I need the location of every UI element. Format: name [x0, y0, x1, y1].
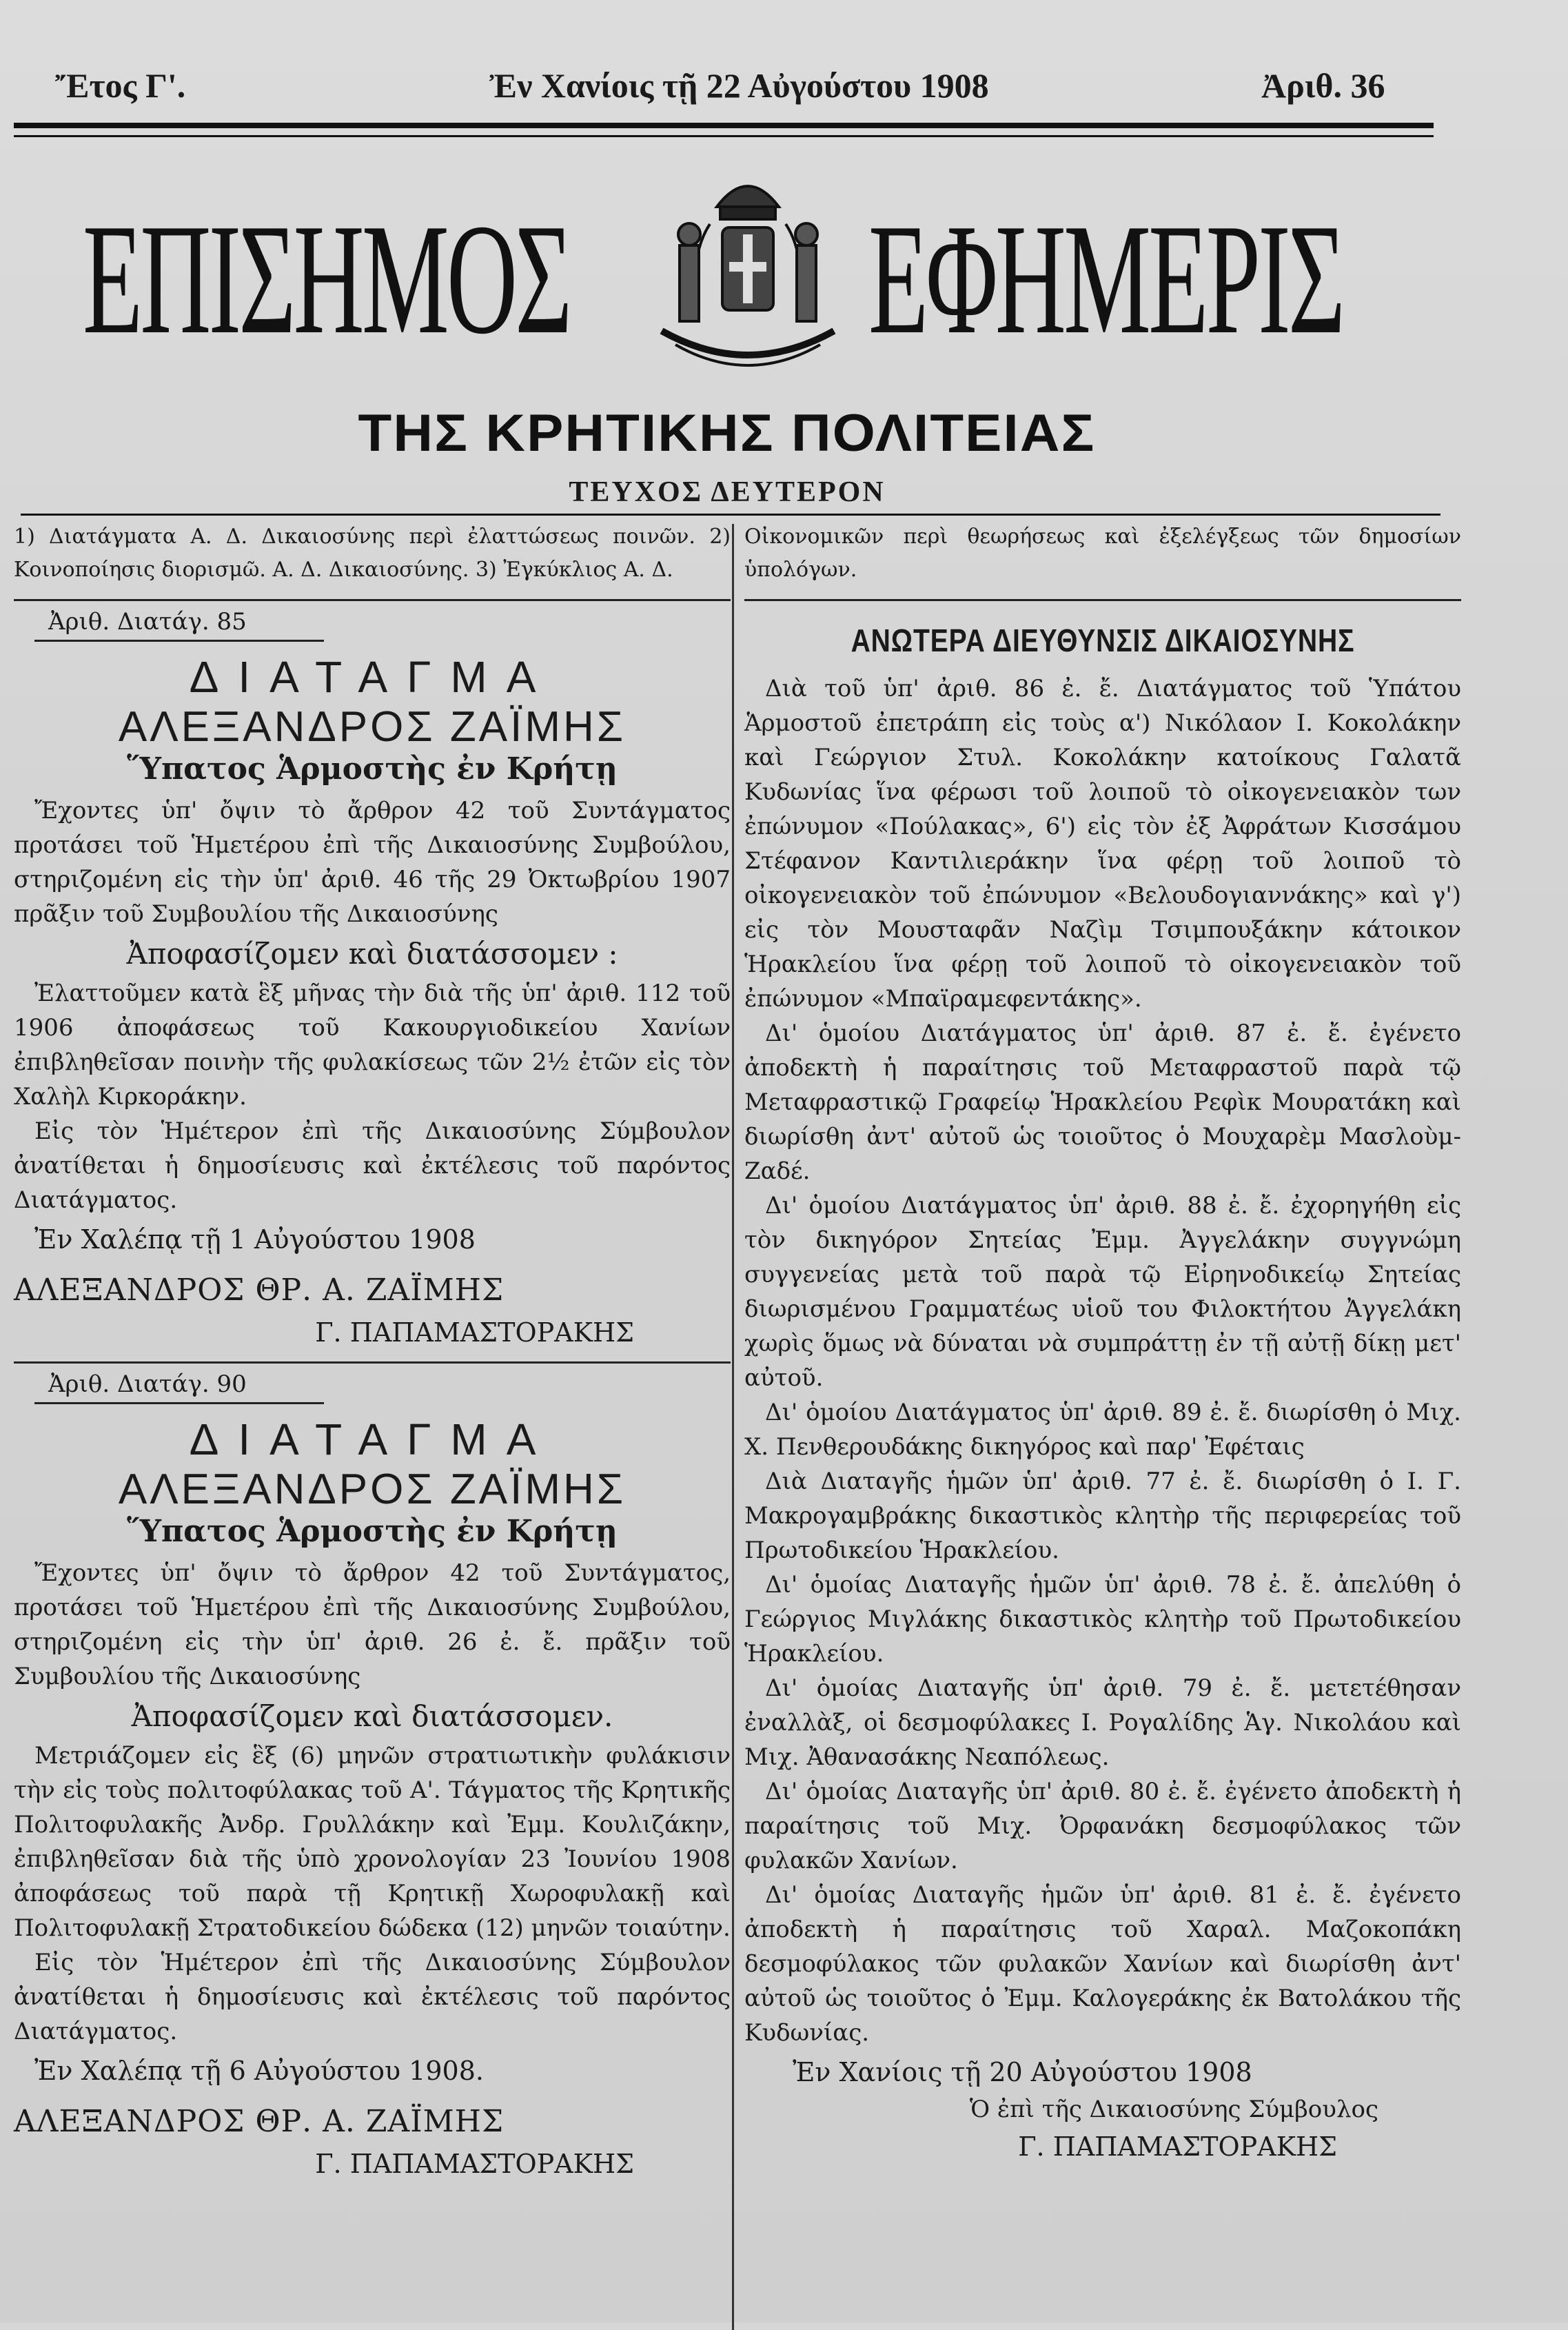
decree-ref: Ἀριθ. Διατάγ. 90	[48, 1370, 247, 1398]
header-number: Ἀριθ. 36	[1261, 66, 1385, 105]
notice-paragraph: Δι' ὁμοίας Διαταγῆς ὑπ' ἀριθ. 80 ἐ. ἔ. ἐγένετο ἀποδεκτὴ ἡ παραίτησις τοῦ Μιχ. Ὀρφανάκη δεσμοφύλακος τῶν φυλακῶν Χανίων.	[744, 1778, 1461, 1874]
header-rule-thick	[14, 123, 1434, 128]
divider	[34, 640, 324, 642]
decree-body: Εἰς τὸν Ἡμέτερον ἐπὶ τῆς Δικαιοσύνης Σύμβουλον ἀνατίθεται ἡ δημοσίευσις καὶ ἐκτέλεσις τοῦ παρόντος Διατάγματος.	[14, 1949, 731, 2045]
contents-summary-right: Οἰκονομικῶν περὶ θεωρήσεως καὶ ἐξελέγξεως τῶν δημοσίων ὑπολόγων.	[744, 525, 1461, 582]
masthead-subtitle	[0, 403, 1454, 463]
decree-issuer: ΑΛΕΞΑΝΔΡΟΣ ΖΑΪΜΗΣ	[118, 703, 627, 751]
notice-paragraph: Δι' ὁμοίου Διατάγματος ὑπ' ἀριθ. 89 ἐ. ἔ. διωρίσθη ὁ Μιχ. Χ. Πενθερουδάκης δικηγόρος καὶ παρ' Ἐφέταις	[744, 1399, 1461, 1461]
decree-countersignature: Γ. ΠΑΠΑΜΑΣΤΟΡΑΚΗΣ	[315, 2149, 634, 2179]
decree-place-date: Ἐν Χαλέπᾳ τῇ 6 Αὐγούστου 1908.	[34, 2056, 484, 2086]
masthead-title-right: ΕΦΗΜΕΡΙΣ	[868, 191, 1343, 367]
decree-issuer: ΑΛΕΞΑΝΔΡΟΣ ΖΑΪΜΗΣ	[118, 1466, 627, 1513]
notice-signer-name: Γ. ΠΑΠΑΜΑΣΤΟΡΑΚΗΣ	[1018, 2131, 1337, 2162]
decree-operative-clause: Ἀποφασίζομεν καὶ διατάσσομεν :	[126, 937, 618, 971]
decree-preamble: Ἔχοντες ὑπ' ὄψιν τὸ ἄρθρον 42 τοῦ Συντάγματος προτάσει τοῦ Ἡμετέρου ἐπὶ τῆς Δικαιοσύνης Συμβούλου, στηριζομένη εἰς τὴν ὑπ' ἀριθ. 46 τῆς 29 Ὀκτωβρίου 1907 πρᾶξιν τοῦ Συμβουλίου τῆς Δικαιοσύνης	[14, 797, 731, 928]
notice-paragraph: Διὰ Διαταγῆς ἡμῶν ὑπ' ἀριθ. 77 ἐ. ἔ. διωρίσθη ὁ Ι. Γ. Μακρογαμβράκης δικαστικὸς κλητὴρ τῆς περιφερείας τοῦ Πρωτοδικείου Ἡρακλείου.	[744, 1468, 1461, 1564]
header-year: Ἔτος Γ'.	[55, 66, 186, 105]
decree-operative-clause: Ἀποφασίζομεν καὶ διατάσσομεν.	[131, 1699, 613, 1733]
header-date: Ἐν Χανίοις τῇ 22 Αὐγούστου 1908	[489, 66, 989, 105]
header-rule-thin	[14, 135, 1434, 137]
divider	[14, 599, 731, 601]
decree-title: ΔΙΑΤΑΓΜΑ	[189, 652, 556, 702]
divider	[14, 1361, 731, 1364]
column-separator	[732, 524, 734, 2330]
decree-issuer-role: Ὕπατος Ἁρμοστὴς ἐν Κρήτῃ	[127, 751, 618, 787]
notice-paragraph: Δι' ὁμοίας Διαταγῆς ἡμῶν ὑπ' ἀριθ. 81 ἐ. ἔ. ἐγένετο ἀποδεκτὴ ἡ παραίτησις τοῦ Χαραλ. Μαζοκοπάκη δεσμοφύλακος τῶν φυλακῶν Χανίων καὶ διωρίσθη ἀντ' αὐτοῦ ὡς τοιοῦτος ὁ Ἐμμ. Καλογεράκης ἐκ Βατολάκου τῆς Κυδωνίας.	[744, 1881, 1461, 2047]
masthead-title-left: ΕΠΙΣΗΜΟΣ	[83, 191, 570, 367]
notice-signer-role: Ὁ ἐπὶ τῆς Δικαιοσύνης Σύμβουλος	[969, 2096, 1378, 2123]
notice-paragraph: Δι' ὁμοίας Διαταγῆς ὑπ' ἀριθ. 79 ἐ. ἔ. μετετέθησαν ἐναλλὰξ, οἱ δεσμοφύλακες Ι. Ρογαλίδης Ἁγ. Νικολάου καὶ Μιχ. Ἀθανασάκης Νεαπόλεως.	[744, 1674, 1461, 1771]
right-column	[744, 520, 1461, 2162]
decree-body: Μετριάζομεν εἰς ἓξ (6) μηνῶν στρατιωτικὴν φυλάκισιν τὴν εἰς τοὺς πολιτοφύλακας τοῦ Α'. Τάγματος τῆς Κρητικῆς Πολιτοφυλακῆς Ἀνδρ. Γρυλλάκην καὶ Ἐμμ. Κουλιζάκην, ἐπιβληθεῖσαν διὰ τῆς ὑπὸ χρονολογίαν 23 Ἰουνίου 1908 ἀποφάσεως τοῦ παρὰ τῇ Κρητικῇ Χωροφυλακῇ καὶ Πολιτοφυλακῇ Στρατοδικείου δώδεκα (12) μηνῶν τοιαύτην.	[14, 1742, 731, 1942]
decree-ref: Ἀριθ. Διατάγ. 85	[48, 608, 247, 636]
issue-label: ΤΕΥΧΟΣ ΔΕΥΤΕΡΟΝ	[569, 476, 886, 508]
contents-rule	[21, 514, 1440, 516]
notice-place-date: Ἐν Χανίοις τῇ 20 Αὐγούστου 1908	[793, 2057, 1252, 2087]
decree-signature: ΑΛΕΞΑΝΔΡΟΣ ΘΡ. Α. ΖΑΪΜΗΣ	[14, 1273, 505, 1308]
coat-of-arms-icon	[634, 159, 862, 386]
notice-paragraph: Δι' ὁμοίου Διατάγματος ὑπ' ἀριθ. 87 ἐ. ἔ. ἐγένετο ἀποδεκτὴ ἡ παραίτησις τοῦ Μεταφραστοῦ παρὰ τῷ Μεταφραστικῷ Γραφείῳ Ἡρακλείου Ρεφὶκ Μουρατάκη καὶ διωρίσθη ἀντ' αὐτοῦ ὡς τοιοῦτος ὁ Μουχαρὲμ Μασλοὺμ-Ζαδέ.	[744, 1020, 1461, 1185]
contents-summary-left: 1) Διατάγματα Α. Δ. Δικαιοσύνης περὶ ἐλαττώσεως ποινῶν. 2) Κοινοποίησις διορισμῶ. Α. Δ. Δικαιοσύνης. 3) Ἐγκύκλιος Α. Δ.	[14, 525, 731, 582]
decree-title: ΔΙΑΤΑΓΜΑ	[189, 1415, 556, 1464]
decree-countersignature: Γ. ΠΑΠΑΜΑΣΤΟΡΑΚΗΣ	[315, 1317, 634, 1348]
masthead	[41, 159, 1420, 365]
notice-paragraph: Δι' ὁμοίας Διαταγῆς ἡμῶν ὑπ' ἀριθ. 78 ἐ. ἔ. ἀπελύθη ὁ Γεώργιος Μιγλάκης δικαστικὸς κλητὴρ τοῦ Πρωτοδικείου Ἡρακλείου.	[744, 1571, 1461, 1668]
divider	[34, 1402, 324, 1404]
directorate-notices	[744, 671, 1461, 2050]
divider	[744, 599, 1461, 601]
section-heading: ΑΝΩΤΕΡΑ ΔΙΕΥΘΥΝΣΙΣ ΔΙΚΑΙΟΣΥΝΗΣ	[851, 622, 1355, 658]
decree-body: Εἰς τὸν Ἡμέτερον ἐπὶ τῆς Δικαιοσύνης Σύμβουλον ἀνατίθεται ἡ δημοσίευσις καὶ ἐκτέλεσις τοῦ παρόντος Διατάγματος.	[14, 1117, 731, 1214]
decree-signature: ΑΛΕΞΑΝΔΡΟΣ ΘΡ. Α. ΖΑΪΜΗΣ	[14, 2104, 505, 2139]
decree-issuer-role: Ὕπατος Ἁρμοστὴς ἐν Κρήτῃ	[127, 1514, 618, 1549]
decree-body: Ἐλαττοῦμεν κατὰ ἓξ μῆνας τὴν διὰ τῆς ὑπ' ἀριθ. 112 τοῦ 1906 ἀποφάσεως τοῦ Κακουργιοδικείου Χανίων ἐπιβληθεῖσαν ποινὴν τῆς φυλακίσεως τῶν 2½ ἐτῶν εἰς τὸν Χαλὴλ Κιρκοράκην.	[14, 980, 731, 1111]
notice-paragraph: Διὰ τοῦ ὑπ' ἀριθ. 86 ἐ. ἔ. Διατάγματος τοῦ Ὑπάτου Ἁρμοστοῦ ἐπετράπη εἰς τοὺς α') Νικόλαον Ι. Κοκολάκην καὶ Γεώργιον Στυλ. Κοκολάκην κατοίκους Γαλατᾶ Κυδωνίας ἵνα φέρωσι τοῦ λοιποῦ τὸ οἰκογενειακὸν των ἐπώνυμον «Πούλακας», 6') εἰς τὸν ἐξ Ἀφράτων Κισσάμου Στέφανον Καντιλιεράκην ἵνα φέρῃ τοῦ λοιποῦ τὸ οἰκογενειακὸν τοῦ ἐπώνυμον «Βελουδογιαννάκης» καὶ γ') εἰς τὸν Μουσταφᾶν Ναζὶμ Τσιμπουξάκην κάτοικον Ἡρακλείου ἵνα φέρῃ τοῦ λοιποῦ τὸ οἰκογενειακὸν τοῦ ἐπώνυμον «Μπαϊραμεφεντάκης».	[744, 675, 1461, 1013]
notice-paragraph: Δι' ὁμοίου Διατάγματος ὑπ' ἀριθ. 88 ἐ. ἔ. ἐχορηγήθη εἰς τὸν δικηγόρον Σητείας Ἐμμ. Ἀγγελάκην συγγνώμη συγγενείας μετὰ τοῦ παρὰ τῷ Εἰρηνοδικείῳ Σητείας διωρισμένου Γραμματέως υἱοῦ του Φιλοκτήτου Ἀγγελάκη χωρὶς ὅμως νὰ δύναται νὰ συμπράττῃ ἐν τῇ αὐτῇ δίκῃ μετ' αὐτοῦ.	[744, 1192, 1461, 1392]
decree-preamble: Ἔχοντες ὑπ' ὄψιν τὸ ἄρθρον 42 τοῦ Συντάγματος, προτάσει τοῦ Ἡμετέρου ἐπὶ τῆς Δικαιοσύνης Συμβούλου, στηριζομένη εἰς τὴν ὑπ' ἀριθ. 26 ἐ. ἔ. πρᾶξιν τοῦ Συμβουλίου τῆς Δικαιοσύνης	[14, 1559, 731, 1690]
left-column	[14, 520, 731, 2179]
subtitle-text: ΤΗΣ ΚΡΗΤΙΚΗΣ ΠΟΛΙΤΕΙΑΣ	[358, 404, 1096, 463]
decree-place-date: Ἐν Χαλέπᾳ τῇ 1 Αὐγούστου 1908	[34, 1224, 476, 1255]
header-line	[34, 65, 1430, 128]
